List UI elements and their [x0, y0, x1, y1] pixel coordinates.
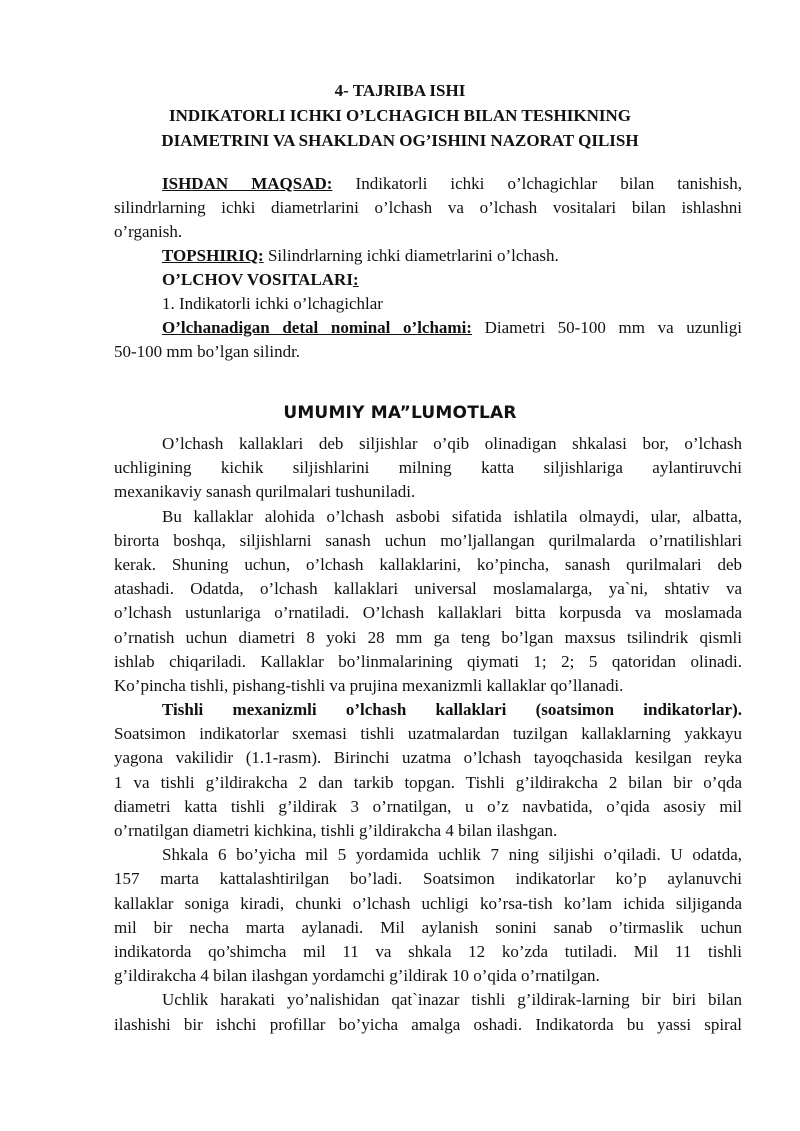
- paragraph-line: ilashishi bir ishchi profillar bo’yicha amalga oshadi. Indikatorda bu yassi spiral: [114, 1014, 742, 1034]
- paragraph-line: Uchlik harakati yo’nalishidan qat`inazar tishli g’ildirak-larning bir biri bilan: [162, 990, 742, 1010]
- vositalar-label: O’LCHOV VOSITALARI: [162, 270, 353, 289]
- maqsad-line-2: silindrlarning ichki diametrlarini o’lchash va o’lchash vositalari bilan ishlashni: [114, 198, 742, 217]
- paragraph-line: atashadi. Odatda, o’lchash kallaklari universal moslamalarga, ya`ni, shtativ va: [114, 579, 742, 599]
- paragraph-line: g’ildirakcha 4 bilan ilashgan yordamchi g’ildirak 10 o’qida o’rnatilgan.: [114, 966, 600, 986]
- paragraph-line: mexanikaviy sanash qurilmalari tushuniladi.: [114, 482, 416, 502]
- nominal-line-1: [114, 316, 742, 340]
- paragraph-line: Shkala 6 bo’yicha mil 5 yordamida uchlik 7 ning siljishi o’qiladi. U odatda,: [162, 845, 742, 865]
- vositalar-item: 1. Indikatorli ichki o’lchagichlar: [162, 294, 383, 313]
- nominal-label: O’lchanadigan detal nominal o’lchami:: [162, 318, 472, 337]
- paragraph-line: kallaklar soniga kiradi, chunki o’lchash uchligi ko’rsa-tish ko’lam ichida siljiganda: [114, 893, 742, 913]
- paragraph-line: Ko’pincha tishli, pishang-tishli va prujina mexanizmli kallaklar qo’llanadi.: [114, 675, 624, 695]
- paragraph-line: o’rnatish uchun diametri 8 yoki 28 mm ga teng bo’lgan maxsus tsilindrik qismli: [114, 627, 742, 647]
- paragraph-line: Soatsimon indikatorlar sxemasi tishli uzatmalardan tuzilgan kallaklarning yakkayu: [114, 724, 742, 744]
- paragraph-line: yagona vakilidir (1.1-rasm). Birinchi uzatma o’lchash tayoqchasida kesilgan reyka: [114, 748, 742, 768]
- topshiriq-label: TOPSHIRIQ:: [162, 246, 264, 265]
- section-heading: UMUMIY MA”LUMOTLAR: [283, 403, 517, 423]
- paragraph-line: O’lchash kallaklari deb siljishlar o’qib olinadigan shkalasi bor, o’lchash: [162, 434, 742, 453]
- title-line-1: 4- TAJRIBA ISHI: [334, 81, 466, 100]
- paragraph-line: diametri katta tishli g’ildirak 3 o’rnatilgan, u o’z navbatida, o’qida asosiy mil: [114, 796, 742, 816]
- maqsad-label: ISHDAN MAQSAD:: [162, 174, 333, 193]
- paragraph-line: o’rnatilgan diametri kichkina, tishli g’ildirakcha 4 bilan ilashgan.: [114, 821, 558, 840]
- paragraph-line: o’lchash ustunlariga o’rnatiladi. O’lchash kallaklari bitta korpusda va moslamada: [114, 603, 742, 623]
- paragraph-line: 1 va tishli g’ildirakcha 2 dan tarkib topgan. Tishli g’ildirakcha 2 bilan bir o’qda: [114, 772, 742, 792]
- topshiriq-line: [114, 244, 742, 268]
- main-text: [114, 432, 742, 1037]
- document-title: [0, 78, 800, 153]
- vositalar-colon: :: [352, 270, 359, 289]
- maqsad-text-1: Indikatorli ichki o’lchagichlar bilan tanishish,: [355, 174, 742, 193]
- paragraph-line: kerak. Shuning uchun, o’lchash kallaklarini, ko’pincha, sanash qurilmalari deb: [114, 554, 742, 574]
- paragraph-line: Bu kallaklar alohida o’lchash asbobi sifatida ishlatila olmaydi, ular, albatta,: [162, 506, 742, 526]
- topshiriq-text: Silindrlarning ichki diametrlarini o’lchash.: [263, 246, 559, 265]
- paragraph-line: indikatorda qo’shimcha mil 11 va shkala 12 ko’zda tutiladi. Mil 11 tishli: [114, 941, 742, 961]
- nominal-line-2: 50-100 mm bo’lgan silindr.: [114, 342, 301, 361]
- maqsad-line-3: o’rganish.: [114, 222, 183, 241]
- paragraph-line: ishlab chiqariladi. Kallaklar bo’linmalarining qiymati 1; 2; 5 qatoridan olinadi.: [114, 651, 742, 671]
- paragraph-line: birorta boshqa, siljishlarni sanash uchun mo’ljallangan qurilmalarda o’rnatilishlari: [114, 530, 742, 550]
- vositalar-line: [114, 268, 742, 292]
- maqsad-line-1: [114, 172, 742, 196]
- intro-section: [114, 172, 742, 364]
- paragraph-line: 157 marta kattalashtirilgan bo’ladi. Soatsimon indikatorlar ko’p aylanuvchi: [114, 869, 742, 889]
- paragraph-line: uchligining kichik siljishlarini milning katta siljishlariga aylantiruvchi: [114, 458, 742, 478]
- title-line-3: DIAMETRINI VA SHAKLDAN OG’ISHINI NAZORAT QILISH: [161, 131, 639, 150]
- paragraph-bold-heading: Tishli mexanizmli o’lchash kallaklari (soatsimon indikatorlar).: [162, 700, 742, 720]
- title-line-2: INDIKATORLI ICHKI O’LCHAGICH BILAN TESHIKNING: [169, 106, 631, 125]
- paragraph-line: mil bir necha marta aylanadi. Mil aylanish sonini sanab o’tirmaslik uchun: [114, 917, 742, 937]
- nominal-text-1: Diametri 50-100 mm va uzunligi: [471, 318, 742, 337]
